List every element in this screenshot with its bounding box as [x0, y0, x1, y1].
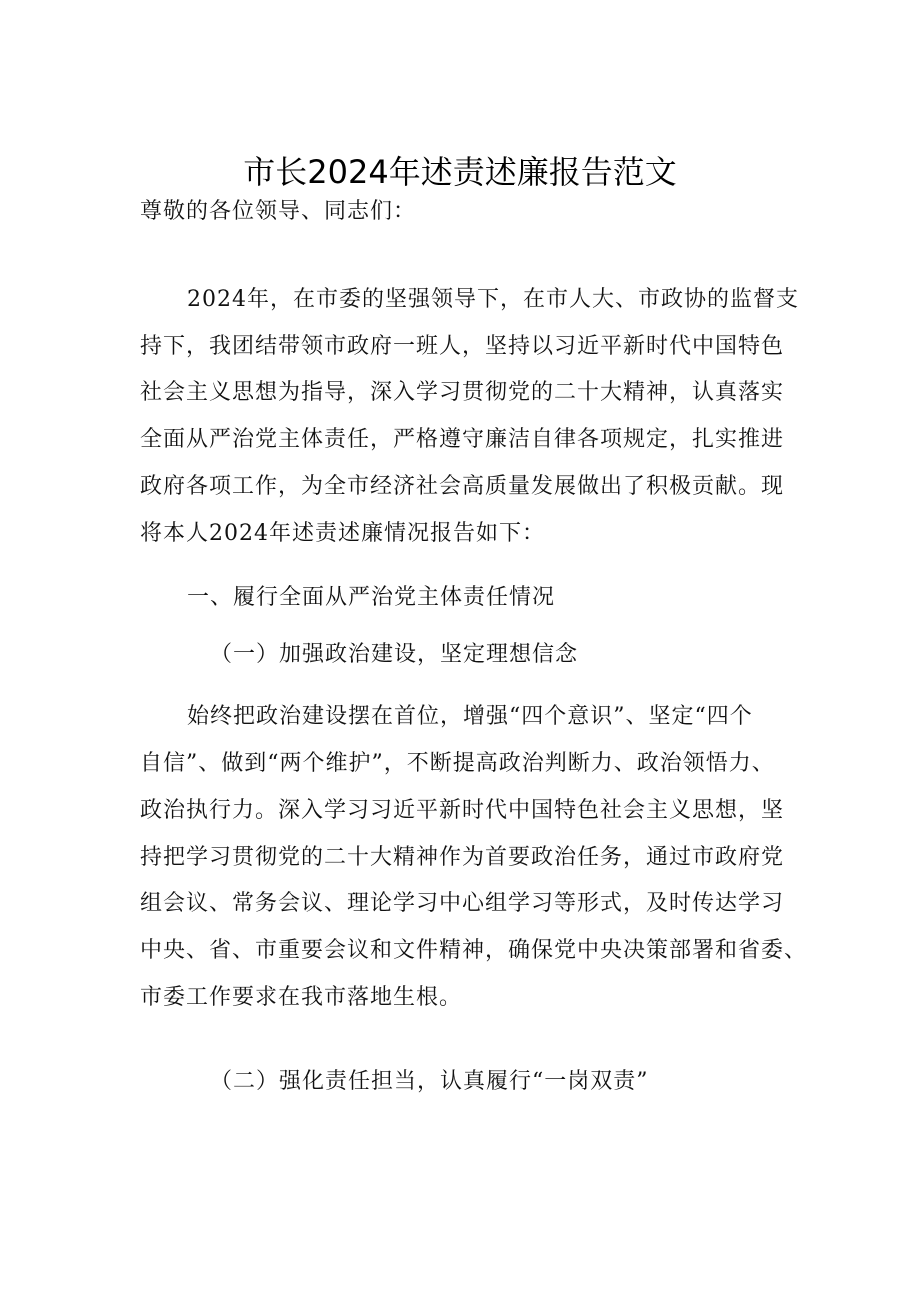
intro-line-6: 将本人2024年述责述廉情况报告如下： [140, 521, 545, 546]
intro-line-4: 全面从严治党主体责任，严格遵守廉洁自律各项规定，扎实推进 [140, 427, 785, 452]
sub1-line-2: 自信”、做到“两个维护”，不断提高政治判断力、政治领悟力、 [140, 751, 775, 776]
document-title: 市长2024年述责述廉报告范文 [243, 153, 677, 191]
sub1-line-3: 政治执行力。深入学习习近平新时代中国特色社会主义思想，坚 [140, 798, 785, 823]
intro-line-3: 社会主义思想为指导，深入学习贯彻党的二十大精神，认真落实 [140, 380, 785, 405]
salutation: 尊敬的各位领导、同志们： [140, 199, 417, 224]
intro-line-2: 持下，我团结带领市政府一班人，坚持以习近平新时代中国特色 [140, 334, 785, 359]
sub1-line-5: 组会议、常务会议、理论学习中心组学习等形式，及时传达学习 [140, 891, 785, 916]
sub1-line-7: 市委工作要求在我市落地生根。 [140, 985, 463, 1010]
subsection-heading-2: （二）强化责任担当，认真履行“一岗双责” [210, 1069, 649, 1094]
section-heading-1: 一、履行全面从严治党主体责任情况 [187, 585, 556, 610]
subsection-heading-1: （一）加强政治建设，坚定理想信念 [210, 642, 579, 667]
sub1-line-6: 中央、省、市重要会议和文件精神，确保党中央决策部署和省委、 [140, 938, 808, 963]
sub1-line-4: 持把学习贯彻党的二十大精神作为首要政治任务，通过市政府党 [140, 845, 785, 870]
intro-line-5: 政府各项工作，为全市经济社会高质量发展做出了积极贡献。现 [140, 474, 785, 499]
sub1-line-1: 始终把政治建设摆在首位，增强“四个意识”、坚定“四个 [187, 704, 753, 729]
intro-line-1: 2024年，在市委的坚强领导下，在市人大、市政协的监督支 [187, 287, 799, 312]
